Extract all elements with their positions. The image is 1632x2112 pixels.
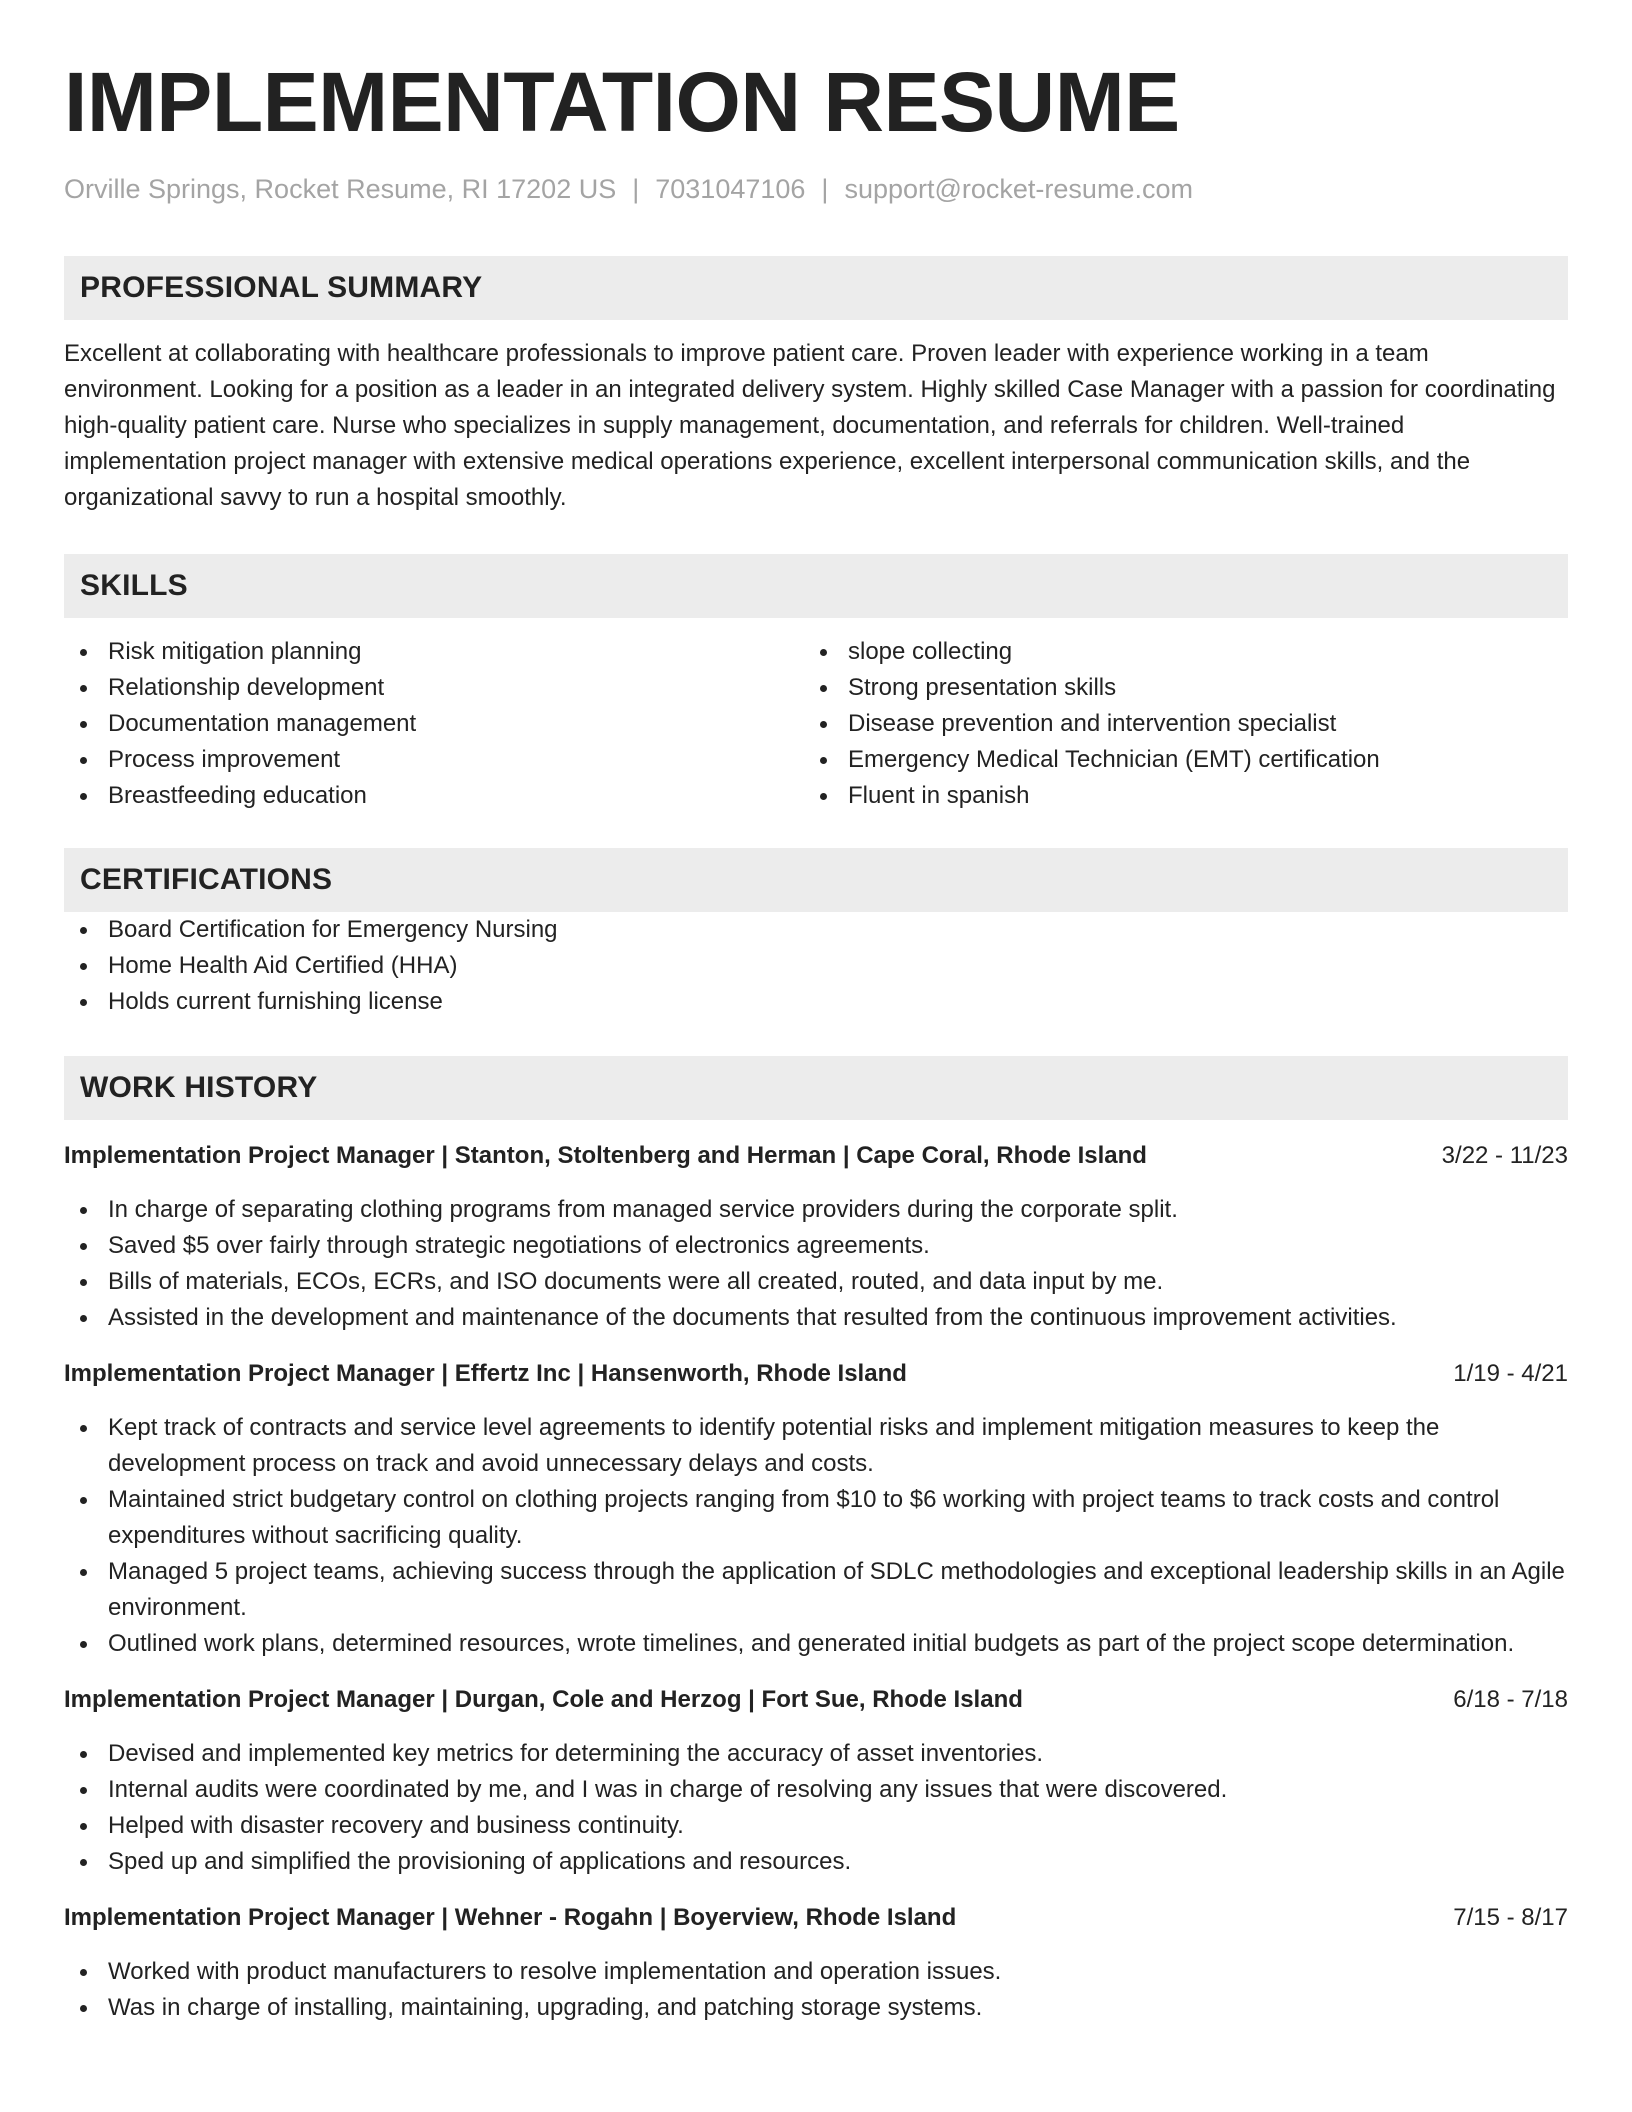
job-bullet: Maintained strict budgetary control on clothing projects ranging from $10 to $6 working with project teams to track costs and control expenditures without sacrificing quality. — [64, 1482, 1568, 1554]
job-header — [64, 1900, 1568, 1936]
job-bullet: In charge of separating clothing programs from managed service providers during the corporate split. — [64, 1192, 1568, 1228]
skill-item: Emergency Medical Technician (EMT) certification — [804, 742, 1544, 778]
job-title: Implementation Project Manager | Effertz Inc | Hansenworth, Rhode Island — [64, 1360, 907, 1387]
skills-list-right — [804, 634, 1544, 814]
job-bullet: Bills of materials, ECOs, ECRs, and ISO documents were all created, routed, and data input by me. — [64, 1264, 1568, 1300]
skill-item: slope collecting — [804, 634, 1544, 670]
job-title: Implementation Project Manager | Wehner - Rogahn | Boyerview, Rhode Island — [64, 1904, 957, 1931]
skill-item: Relationship development — [64, 670, 804, 706]
skill-item: Strong presentation skills — [804, 670, 1544, 706]
contact-line — [64, 172, 1568, 206]
contact-separator: | — [632, 174, 640, 204]
job-bullets — [64, 1736, 1568, 1880]
job-dates: 3/22 - 11/23 — [1441, 1142, 1568, 1169]
skills-list-left — [64, 634, 804, 814]
job-entry — [64, 1138, 1568, 1336]
section-header-certifications: CERTIFICATIONS — [64, 848, 1568, 912]
job-bullet: Devised and implemented key metrics for determining the accuracy of asset inventories. — [64, 1736, 1568, 1772]
skill-item: Breastfeeding education — [64, 778, 804, 814]
job-header — [64, 1138, 1568, 1174]
job-bullets — [64, 1192, 1568, 1336]
job-bullet: Outlined work plans, determined resources, wrote timelines, and generated initial budgets as part of the project scope determination. — [64, 1626, 1568, 1662]
skill-item: Documentation management — [64, 706, 804, 742]
job-bullets — [64, 1410, 1568, 1662]
job-title: Implementation Project Manager | Stanton, Stoltenberg and Herman | Cape Coral, Rhode Island — [64, 1142, 1147, 1169]
section-header-skills: SKILLS — [64, 554, 1568, 618]
skill-item: Disease prevention and intervention specialist — [804, 706, 1544, 742]
job-header — [64, 1682, 1568, 1718]
job-header — [64, 1356, 1568, 1392]
certification-item: Home Health Aid Certified (HHA) — [64, 948, 1568, 984]
job-dates: 1/19 - 4/21 — [1453, 1360, 1568, 1387]
skill-item: Process improvement — [64, 742, 804, 778]
job-bullet: Helped with disaster recovery and business continuity. — [64, 1808, 1568, 1844]
contact-email: support@rocket-resume.com — [844, 174, 1193, 204]
job-bullet: Worked with product manufacturers to resolve implementation and operation issues. — [64, 1954, 1568, 1990]
skill-item: Fluent in spanish — [804, 778, 1544, 814]
job-bullet: Was in charge of installing, maintaining, upgrading, and patching storage systems. — [64, 1990, 1568, 2026]
contact-separator: | — [821, 174, 829, 204]
job-bullet: Internal audits were coordinated by me, and I was in charge of resolving any issues that were discovered. — [64, 1772, 1568, 1808]
job-entry — [64, 1356, 1568, 1662]
job-entry — [64, 1900, 1568, 2026]
certification-item: Board Certification for Emergency Nursing — [64, 912, 1568, 948]
job-entry — [64, 1682, 1568, 1880]
job-dates: 7/15 - 8/17 — [1453, 1904, 1568, 1931]
job-bullet: Kept track of contracts and service level agreements to identify potential risks and implement mitigation measures to keep the development process on track and avoid unnecessary delays and costs. — [64, 1410, 1568, 1482]
contact-address: Orville Springs, Rocket Resume, RI 17202 US — [64, 174, 617, 204]
job-bullet: Sped up and simplified the provisioning of applications and resources. — [64, 1844, 1568, 1880]
resume-title: IMPLEMENTATION RESUME — [64, 55, 1180, 149]
certifications-list — [64, 912, 1568, 1020]
job-bullet: Assisted in the development and maintenance of the documents that resulted from the continuous improvement activities. — [64, 1300, 1568, 1336]
summary-text: Excellent at collaborating with healthcare professionals to improve patient care. Proven leader with experience working in a team environment. Looking for a position as a leader in an integrated delivery system. Highly skilled Case Manager with a passion for coordinating high-quality patient care. Nurse who specializes in supply management, documentation, and referrals for children. Well-trained implementation project manager with extensive medical operations experience, excellent interpersonal communication skills, and the organizational savvy to run a hospital smoothly. — [64, 340, 1556, 511]
skill-item: Risk mitigation planning — [64, 634, 804, 670]
certification-item: Holds current furnishing license — [64, 984, 1568, 1020]
section-header-summary: PROFESSIONAL SUMMARY — [64, 256, 1568, 320]
job-bullets — [64, 1954, 1568, 2026]
contact-phone: 7031047106 — [655, 174, 806, 204]
job-bullet: Saved $5 over fairly through strategic negotiations of electronics agreements. — [64, 1228, 1568, 1264]
job-title: Implementation Project Manager | Durgan, Cole and Herzog | Fort Sue, Rhode Island — [64, 1686, 1023, 1713]
job-dates: 6/18 - 7/18 — [1453, 1686, 1568, 1713]
skills-grid — [64, 634, 1568, 814]
job-bullet: Managed 5 project teams, achieving success through the application of SDLC methodologies and exceptional leadership skills in an Agile environment. — [64, 1554, 1568, 1626]
section-header-work-history: WORK HISTORY — [64, 1056, 1568, 1120]
